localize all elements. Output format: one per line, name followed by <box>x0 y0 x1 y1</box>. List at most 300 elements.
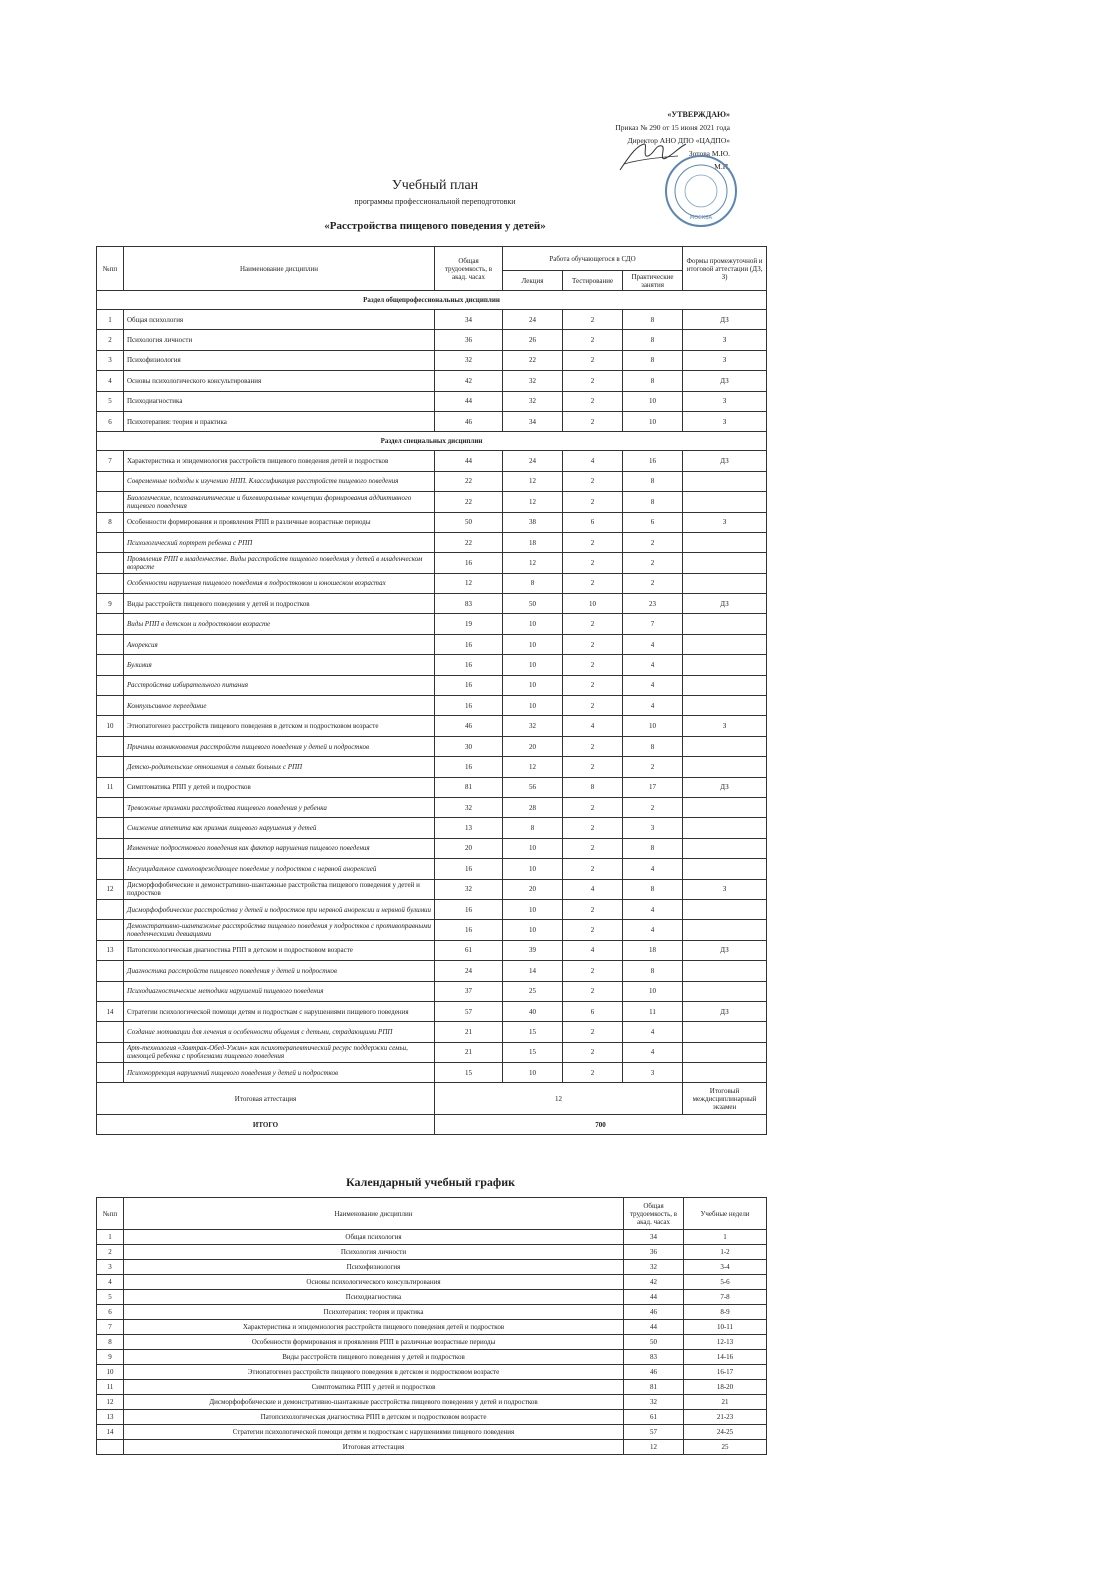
schedule-row <box>97 1410 767 1425</box>
plan-cell-lecture: 24 <box>503 310 563 330</box>
plan-cell-form <box>683 553 767 573</box>
plan-subtopic-row <box>97 471 767 491</box>
plan-cell-name: Снижение аппетита как признак пищевого нарушения у детей <box>124 818 435 838</box>
plan-cell-hours: 12 <box>435 573 503 593</box>
plan-cell-num <box>97 899 124 919</box>
plan-cell-form: З <box>683 879 767 899</box>
plan-cell-testing: 2 <box>563 1022 623 1042</box>
plan-cell-form <box>683 859 767 879</box>
plan-cell-testing: 2 <box>563 532 623 552</box>
total-label: ИТОГО <box>97 1115 435 1135</box>
plan-cell-lecture: 10 <box>503 675 563 695</box>
plan-cell-name: Психология личности <box>124 330 435 350</box>
plan-subtopic-row <box>97 675 767 695</box>
plan-cell-hours: 16 <box>435 899 503 919</box>
sched-cell-weeks: 12-13 <box>684 1335 767 1350</box>
plan-cell-name: Детско-родительские отношения в семьях больных с РПП <box>124 757 435 777</box>
plan-cell-name: Психофизиология <box>124 350 435 370</box>
plan-cell-practice: 3 <box>623 1063 683 1083</box>
plan-cell-form: ДЗ <box>683 451 767 471</box>
plan-discipline-row <box>97 512 767 532</box>
plan-cell-testing: 2 <box>563 961 623 981</box>
sched-cell-num: 14 <box>97 1425 124 1440</box>
plan-cell-lecture: 10 <box>503 634 563 654</box>
plan-cell-form <box>683 981 767 1001</box>
sched-cell-name: Основы психологического консультирования <box>124 1275 624 1290</box>
plan-cell-form <box>683 532 767 552</box>
plan-subtopic-row <box>97 573 767 593</box>
plan-cell-num <box>97 696 124 716</box>
plan-cell-name: Симптоматика РПП у детей и подростков <box>124 777 435 797</box>
schedule-row <box>97 1275 767 1290</box>
plan-cell-testing: 4 <box>563 879 623 899</box>
schedule-row <box>97 1245 767 1260</box>
sched-cell-hours: 34 <box>624 1230 684 1245</box>
approval-order: Приказ № 290 от 15 июня 2021 года <box>615 123 730 132</box>
plan-cell-hours: 16 <box>435 920 503 940</box>
plan-discipline-row <box>97 371 767 391</box>
plan-cell-form: ДЗ <box>683 371 767 391</box>
plan-cell-practice: 10 <box>623 391 683 411</box>
plan-cell-lecture: 8 <box>503 573 563 593</box>
plan-cell-lecture: 28 <box>503 797 563 817</box>
sched-cell-weeks: 18-20 <box>684 1380 767 1395</box>
plan-cell-practice: 8 <box>623 471 683 491</box>
plan-header-lecture: Лекция <box>503 271 563 291</box>
plan-cell-practice: 8 <box>623 371 683 391</box>
final-attestation-form: Итоговый междисциплинарный экзамен <box>683 1083 767 1115</box>
schedule-body <box>97 1230 767 1455</box>
plan-cell-name: Демонстративно-шантажные расстройства пищевого поведения у подростков с противоправными поведенческими девиациями <box>124 920 435 940</box>
sched-cell-name: Стратегии психологической помощи детям и подросткам с нарушениями пищевого поведения <box>124 1425 624 1440</box>
plan-cell-form: З <box>683 716 767 736</box>
plan-cell-lecture: 10 <box>503 1063 563 1083</box>
plan-cell-hours: 20 <box>435 838 503 858</box>
plan-cell-testing: 2 <box>563 492 623 512</box>
plan-cell-testing: 2 <box>563 675 623 695</box>
sched-cell-num: 5 <box>97 1290 124 1305</box>
plan-cell-num <box>97 961 124 981</box>
sched-cell-hours: 36 <box>624 1245 684 1260</box>
plan-cell-practice: 4 <box>623 655 683 675</box>
sched-header-name: Наименование дисциплин <box>124 1198 624 1230</box>
plan-cell-practice: 8 <box>623 961 683 981</box>
plan-cell-num: 1 <box>97 310 124 330</box>
plan-cell-form <box>683 1042 767 1062</box>
sched-cell-num: 6 <box>97 1305 124 1320</box>
plan-cell-name: Биологические, психоаналитические и бихевиоральные концепции формирования аддиктивного пищевого поведения <box>124 492 435 512</box>
plan-cell-form: ДЗ <box>683 310 767 330</box>
plan-cell-practice: 8 <box>623 736 683 756</box>
plan-cell-hours: 24 <box>435 961 503 981</box>
plan-cell-lecture: 26 <box>503 330 563 350</box>
plan-cell-num <box>97 981 124 1001</box>
plan-cell-name: Несуицидальное самоповреждающее поведение у подростков с нервной анорексией <box>124 859 435 879</box>
plan-cell-testing: 10 <box>563 594 623 614</box>
plan-cell-name: Психокоррекция нарушений пищевого поведения у детей и подростков <box>124 1063 435 1083</box>
sched-cell-num: 8 <box>97 1335 124 1350</box>
sched-cell-weeks: 16-17 <box>684 1365 767 1380</box>
plan-cell-practice: 2 <box>623 757 683 777</box>
plan-cell-form <box>683 675 767 695</box>
plan-cell-form <box>683 838 767 858</box>
plan-cell-testing: 6 <box>563 1001 623 1021</box>
plan-cell-practice: 10 <box>623 411 683 431</box>
plan-cell-num: 6 <box>97 411 124 431</box>
plan-subtopic-row <box>97 614 767 634</box>
plan-cell-hours: 44 <box>435 451 503 471</box>
sched-cell-weeks: 21-23 <box>684 1410 767 1425</box>
plan-cell-num: 8 <box>97 512 124 532</box>
plan-cell-num <box>97 920 124 940</box>
plan-cell-form <box>683 818 767 838</box>
sched-cell-hours: 46 <box>624 1365 684 1380</box>
plan-cell-testing: 2 <box>563 391 623 411</box>
plan-cell-testing: 6 <box>563 512 623 532</box>
plan-cell-practice: 6 <box>623 512 683 532</box>
sched-cell-num: 9 <box>97 1350 124 1365</box>
plan-cell-num <box>97 1022 124 1042</box>
plan-cell-testing: 2 <box>563 736 623 756</box>
plan-cell-lecture: 10 <box>503 838 563 858</box>
plan-cell-lecture: 12 <box>503 471 563 491</box>
plan-subtopic-row <box>97 655 767 675</box>
sched-cell-weeks: 25 <box>684 1440 767 1455</box>
plan-cell-name: Арт-технология «Завтрак-Обед-Ужин» как психотерапевтический ресурс поддержки семьи, имеющей ребенка с проблемами пищевого поведения <box>124 1042 435 1062</box>
plan-cell-num: 14 <box>97 1001 124 1021</box>
plan-cell-testing: 2 <box>563 696 623 716</box>
plan-cell-form: З <box>683 391 767 411</box>
sched-cell-num: 1 <box>97 1230 124 1245</box>
plan-subtopic-row <box>97 818 767 838</box>
plan-subtopic-row <box>97 859 767 879</box>
plan-cell-num <box>97 573 124 593</box>
plan-cell-lecture: 10 <box>503 859 563 879</box>
plan-cell-practice: 4 <box>623 1042 683 1062</box>
schedule-row <box>97 1425 767 1440</box>
plan-cell-hours: 22 <box>435 492 503 512</box>
plan-cell-hours: 81 <box>435 777 503 797</box>
plan-cell-practice: 8 <box>623 310 683 330</box>
schedule-table <box>96 1197 767 1455</box>
plan-cell-lecture: 39 <box>503 940 563 960</box>
schedule-row <box>97 1230 767 1245</box>
plan-cell-lecture: 10 <box>503 696 563 716</box>
plan-cell-testing: 2 <box>563 471 623 491</box>
plan-cell-hours: 32 <box>435 797 503 817</box>
doc-title: Учебный план <box>391 178 479 193</box>
plan-cell-num <box>97 1063 124 1083</box>
plan-cell-hours: 36 <box>435 330 503 350</box>
approval-name: Зотова М.Ю. <box>688 149 730 158</box>
plan-cell-hours: 44 <box>435 391 503 411</box>
plan-cell-num <box>97 818 124 838</box>
schedule-row <box>97 1395 767 1410</box>
plan-cell-practice: 23 <box>623 594 683 614</box>
plan-cell-form <box>683 634 767 654</box>
plan-subtopic-row <box>97 899 767 919</box>
plan-cell-name: Современные подходы к изучению НПП. Классификация расстройств пищевого поведения <box>124 471 435 491</box>
sched-cell-name: Психотерапия: теория и практика <box>124 1305 624 1320</box>
plan-cell-practice: 3 <box>623 818 683 838</box>
plan-cell-lecture: 15 <box>503 1042 563 1062</box>
plan-cell-form <box>683 614 767 634</box>
plan-cell-hours: 21 <box>435 1042 503 1062</box>
plan-cell-form <box>683 492 767 512</box>
sched-cell-hours: 32 <box>624 1260 684 1275</box>
plan-cell-name: Психологический портрет ребенка с РПП <box>124 532 435 552</box>
plan-cell-hours: 16 <box>435 655 503 675</box>
plan-cell-num <box>97 553 124 573</box>
sched-cell-weeks: 24-25 <box>684 1425 767 1440</box>
plan-cell-hours: 42 <box>435 371 503 391</box>
plan-cell-num <box>97 675 124 695</box>
plan-subtopic-row <box>97 757 767 777</box>
plan-cell-num <box>97 471 124 491</box>
plan-cell-name: Психодиагностические методики нарушений пищевого поведения <box>124 981 435 1001</box>
plan-cell-name: Виды РПП в детском и подростковом возрасте <box>124 614 435 634</box>
plan-cell-name: Особенности нарушения пищевого поведения в подростковом и юношеском возрастах <box>124 573 435 593</box>
sched-cell-hours: 44 <box>624 1320 684 1335</box>
plan-cell-name: Булимия <box>124 655 435 675</box>
plan-cell-practice: 8 <box>623 330 683 350</box>
sched-header-hours: Общая трудоемкость, в акад. часах <box>624 1198 684 1230</box>
plan-subtopic-row <box>97 838 767 858</box>
sched-cell-num: 11 <box>97 1380 124 1395</box>
plan-cell-num <box>97 1042 124 1062</box>
sched-cell-hours: 44 <box>624 1290 684 1305</box>
plan-discipline-row <box>97 940 767 960</box>
sched-cell-num: 12 <box>97 1395 124 1410</box>
plan-cell-hours: 22 <box>435 471 503 491</box>
plan-cell-num <box>97 859 124 879</box>
sched-cell-num: 4 <box>97 1275 124 1290</box>
plan-cell-practice: 4 <box>623 859 683 879</box>
plan-discipline-row <box>97 411 767 431</box>
plan-cell-practice: 4 <box>623 634 683 654</box>
sched-cell-hours: 46 <box>624 1305 684 1320</box>
plan-cell-testing: 2 <box>563 553 623 573</box>
plan-cell-form <box>683 920 767 940</box>
plan-discipline-row <box>97 879 767 899</box>
sched-cell-hours: 83 <box>624 1350 684 1365</box>
sched-cell-name: Дисморфофобические и демонстративно-шантажные расстройства пищевого поведения у детей и подростков <box>124 1395 624 1410</box>
plan-cell-num: 11 <box>97 777 124 797</box>
total-hours: 700 <box>435 1115 767 1135</box>
plan-section-title: Раздел специальных дисциплин <box>97 432 767 451</box>
plan-cell-practice: 10 <box>623 981 683 1001</box>
plan-cell-lecture: 20 <box>503 879 563 899</box>
plan-subtopic-row <box>97 961 767 981</box>
plan-cell-hours: 32 <box>435 350 503 370</box>
plan-cell-hours: 16 <box>435 859 503 879</box>
plan-header-num: №пп <box>97 247 124 291</box>
plan-cell-name: Особенности формирования и проявления РПП в различные возрастные периоды <box>124 512 435 532</box>
plan-cell-hours: 57 <box>435 1001 503 1021</box>
schedule-row <box>97 1305 767 1320</box>
plan-cell-testing: 2 <box>563 899 623 919</box>
plan-cell-lecture: 32 <box>503 716 563 736</box>
plan-subtopic-row <box>97 492 767 512</box>
sched-cell-name: Этиопатогенез расстройств пищевого поведения в детском и подростковом возрасте <box>124 1365 624 1380</box>
plan-cell-lecture: 40 <box>503 1001 563 1021</box>
sched-cell-weeks: 1 <box>684 1230 767 1245</box>
plan-cell-testing: 2 <box>563 573 623 593</box>
plan-discipline-row <box>97 330 767 350</box>
plan-cell-num: 4 <box>97 371 124 391</box>
plan-cell-lecture: 32 <box>503 391 563 411</box>
sched-cell-name: Характеристика и эпидемиология расстройств пищевого поведения детей и подростков <box>124 1320 624 1335</box>
plan-cell-form <box>683 757 767 777</box>
plan-subtopic-row <box>97 553 767 573</box>
plan-cell-name: Дисморфофобические и демонстративно-шантажные расстройства пищевого поведения у детей и подростков <box>124 879 435 899</box>
plan-cell-num: 5 <box>97 391 124 411</box>
plan-cell-form <box>683 797 767 817</box>
plan-cell-practice: 18 <box>623 940 683 960</box>
plan-cell-practice: 4 <box>623 920 683 940</box>
schedule-row <box>97 1335 767 1350</box>
plan-subtopic-row <box>97 532 767 552</box>
plan-cell-form: З <box>683 350 767 370</box>
plan-cell-form <box>683 1022 767 1042</box>
plan-cell-testing: 4 <box>563 716 623 736</box>
plan-cell-name: Стратегии психологической помощи детям и подросткам с нарушениями пищевого поведения <box>124 1001 435 1021</box>
schedule-row <box>97 1290 767 1305</box>
approval-director: Директор АНО ДПО «ЦАДПО» <box>627 136 730 145</box>
plan-cell-num: 7 <box>97 451 124 471</box>
sched-header-num: №пп <box>97 1198 124 1230</box>
plan-header-work: Работа обучающегося в СДО <box>503 247 683 271</box>
plan-header-forms: Формы промежуточной и итоговой аттестации (ДЗ, З) <box>683 247 767 291</box>
plan-cell-practice: 2 <box>623 553 683 573</box>
plan-discipline-row <box>97 777 767 797</box>
plan-cell-testing: 2 <box>563 838 623 858</box>
plan-cell-form: ДЗ <box>683 777 767 797</box>
plan-cell-testing: 2 <box>563 614 623 634</box>
plan-cell-testing: 2 <box>563 757 623 777</box>
sched-cell-name: Общая психология <box>124 1230 624 1245</box>
plan-cell-lecture: 10 <box>503 920 563 940</box>
plan-cell-lecture: 25 <box>503 981 563 1001</box>
sched-cell-name: Патопсихологическая диагностика РПП в детском и подростковом возрасте <box>124 1410 624 1425</box>
plan-cell-name: Расстройства избирательного питания <box>124 675 435 695</box>
plan-cell-lecture: 12 <box>503 757 563 777</box>
plan-cell-name: Причины возникновения расстройств пищевого поведения у детей и подростков <box>124 736 435 756</box>
plan-cell-hours: 16 <box>435 553 503 573</box>
plan-cell-name: Патопсихологическая диагностика РПП в детском и подростковом возрасте <box>124 940 435 960</box>
schedule-row <box>97 1350 767 1365</box>
plan-cell-practice: 4 <box>623 675 683 695</box>
plan-cell-num <box>97 838 124 858</box>
plan-cell-testing: 2 <box>563 797 623 817</box>
sched-cell-name: Психология личности <box>124 1245 624 1260</box>
sched-cell-weeks: 14-16 <box>684 1350 767 1365</box>
plan-cell-name: Диагностика расстройств пищевого поведения у детей и подростков <box>124 961 435 981</box>
sched-cell-hours: 50 <box>624 1335 684 1350</box>
plan-discipline-row <box>97 350 767 370</box>
plan-cell-lecture: 12 <box>503 553 563 573</box>
plan-cell-hours: 46 <box>435 716 503 736</box>
plan-cell-practice: 11 <box>623 1001 683 1021</box>
sched-cell-num: 10 <box>97 1365 124 1380</box>
plan-cell-name: Компульсивное переедание <box>124 696 435 716</box>
plan-cell-practice: 4 <box>623 696 683 716</box>
plan-cell-hours: 46 <box>435 411 503 431</box>
plan-cell-lecture: 32 <box>503 371 563 391</box>
plan-subtopic-row <box>97 736 767 756</box>
plan-cell-name: Общая психология <box>124 310 435 330</box>
approval-title: «УТВЕРЖДАЮ» <box>667 110 730 119</box>
plan-cell-num <box>97 757 124 777</box>
schedule-title: Календарный учебный график <box>345 1175 516 1189</box>
plan-cell-practice: 8 <box>623 838 683 858</box>
plan-cell-name: Психодиагностика <box>124 391 435 411</box>
plan-cell-lecture: 18 <box>503 532 563 552</box>
plan-cell-num <box>97 614 124 634</box>
sched-cell-num: 7 <box>97 1320 124 1335</box>
plan-cell-lecture: 20 <box>503 736 563 756</box>
sched-cell-hours: 57 <box>624 1425 684 1440</box>
plan-header-hours: Общая трудоемкость, в акад. часах <box>435 247 503 291</box>
plan-subtopic-row <box>97 920 767 940</box>
plan-body <box>97 291 767 1083</box>
seal-text: МОСКВА <box>689 215 713 221</box>
sched-cell-weeks: 1-2 <box>684 1245 767 1260</box>
plan-cell-hours: 30 <box>435 736 503 756</box>
plan-cell-hours: 16 <box>435 634 503 654</box>
plan-cell-testing: 4 <box>563 451 623 471</box>
plan-cell-lecture: 10 <box>503 655 563 675</box>
plan-subtopic-row <box>97 981 767 1001</box>
plan-header-practice: Практические занятия <box>623 271 683 291</box>
sched-cell-hours: 42 <box>624 1275 684 1290</box>
plan-cell-testing: 2 <box>563 634 623 654</box>
sched-cell-hours: 81 <box>624 1380 684 1395</box>
plan-cell-form: ДЗ <box>683 594 767 614</box>
plan-cell-hours: 22 <box>435 532 503 552</box>
plan-cell-practice: 16 <box>623 451 683 471</box>
final-attestation-hours: 12 <box>435 1083 683 1115</box>
plan-cell-testing: 2 <box>563 1042 623 1062</box>
plan-cell-testing: 2 <box>563 310 623 330</box>
plan-cell-hours: 21 <box>435 1022 503 1042</box>
plan-cell-testing: 2 <box>563 981 623 1001</box>
plan-cell-hours: 50 <box>435 512 503 532</box>
plan-cell-hours: 32 <box>435 879 503 899</box>
plan-cell-num: 10 <box>97 716 124 736</box>
plan-cell-testing: 8 <box>563 777 623 797</box>
plan-cell-form <box>683 899 767 919</box>
plan-cell-num: 3 <box>97 350 124 370</box>
plan-cell-hours: 13 <box>435 818 503 838</box>
sched-header-weeks: Учебные недели <box>684 1198 767 1230</box>
plan-cell-practice: 2 <box>623 532 683 552</box>
plan-header-testing: Тестирование <box>563 271 623 291</box>
plan-cell-name: Психотерапия: теория и практика <box>124 411 435 431</box>
plan-cell-num <box>97 797 124 817</box>
sched-cell-hours: 12 <box>624 1440 684 1455</box>
plan-cell-name: Характеристика и эпидемиология расстройств пищевого поведения детей и подростков <box>124 451 435 471</box>
sched-cell-num: 3 <box>97 1260 124 1275</box>
plan-subtopic-row <box>97 1042 767 1062</box>
plan-cell-testing: 2 <box>563 920 623 940</box>
plan-cell-practice: 2 <box>623 573 683 593</box>
plan-cell-testing: 2 <box>563 1063 623 1083</box>
plan-cell-name: Виды расстройств пищевого поведения у детей и подростков <box>124 594 435 614</box>
plan-cell-practice: 8 <box>623 879 683 899</box>
sched-cell-hours: 32 <box>624 1395 684 1410</box>
plan-cell-testing: 2 <box>563 859 623 879</box>
